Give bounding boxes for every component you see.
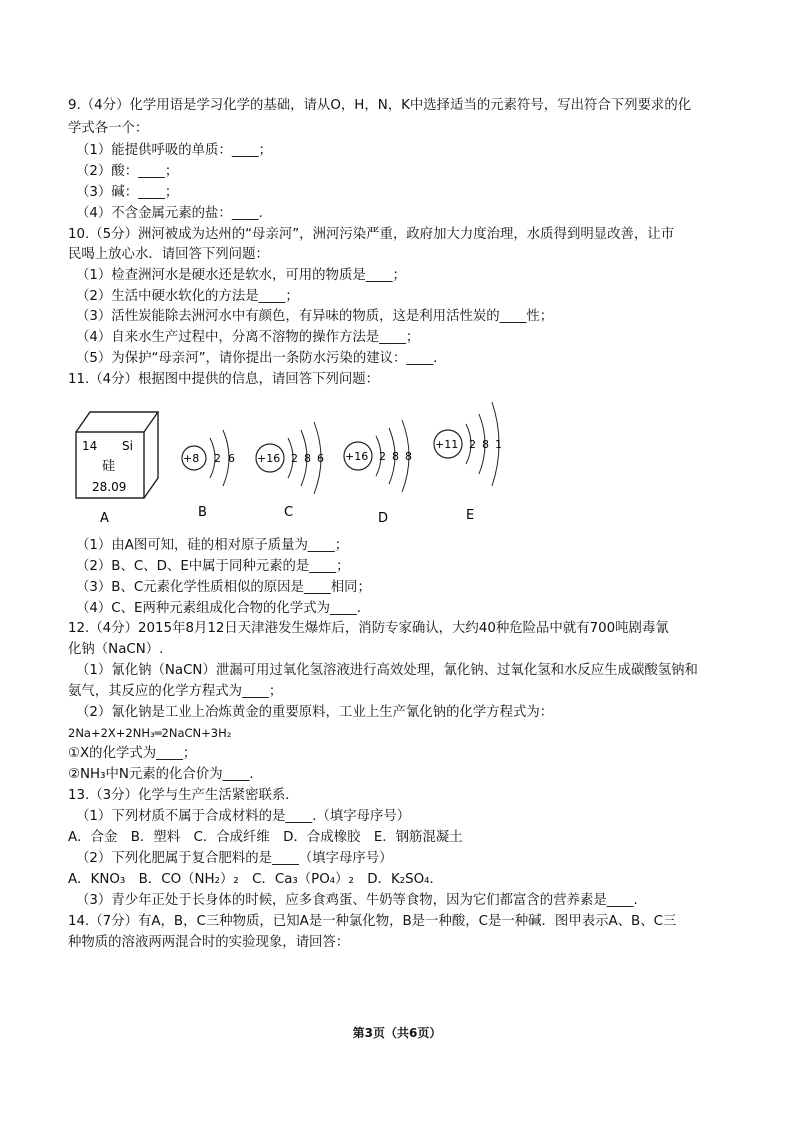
q12-item-1-cont: 氨气，其反应的化学方程式为____； xyxy=(68,684,283,699)
atomic-number: 14 xyxy=(82,439,98,453)
shell-c-2: 8 xyxy=(304,452,311,465)
q10-item-4: （4）自来水生产过程中，分离不溶物的操作方法是____； xyxy=(76,330,420,345)
shell-e-3: 1 xyxy=(495,438,502,451)
atomic-mass: 28.09 xyxy=(92,480,127,494)
nucleus-d: +16 xyxy=(345,450,369,463)
q10-item-1: （1）检查洲河水是硬水还是软水，可用的物质是____； xyxy=(76,268,406,283)
q10-item-3: （3）活性炭能除去洲河水中有颜色，有异味的物质，这是利用活性炭的____性； xyxy=(76,309,554,324)
q11-line-1: 11.（4分）根据图中提供的信息，请回答下列问题： xyxy=(68,372,380,387)
atom-diagram-e xyxy=(434,402,502,523)
label-d: D xyxy=(378,511,389,526)
q13-options-2: A．KNO₃ B．CO（NH₂）₂ C．Ca₃（PO₄）₂ D．K₂SO₄． xyxy=(68,872,443,887)
label-e: E xyxy=(466,508,475,523)
q13-item-2: （2）下列化肥属于复合肥料的是____（填字母序号） xyxy=(76,851,393,866)
shell-d-2: 8 xyxy=(392,450,399,463)
q11-item-1: （1）由A图可知，硅的相对原子质量为____； xyxy=(76,538,349,553)
shell-c-1: 2 xyxy=(291,452,298,465)
page-footer: 第3页（共6页） xyxy=(352,1026,442,1040)
shell-e-2: 8 xyxy=(482,438,489,451)
q9-line-1: 9.（4分）化学用语是学习化学的基础，请从O，H，N，K中选择适当的元素符号，写出符合下列要求的化 xyxy=(68,98,692,113)
q10-item-5: （5）为保护“母亲河”，请你提出一条防水污染的建议：____. xyxy=(76,351,438,366)
q12-line-1: 12.（4分）2015年8月12日天津港发生爆炸后，消防专家确认，大约40种危险品中就有700吨剧毒氰 xyxy=(68,621,669,636)
shell-c-3: 6 xyxy=(317,452,324,465)
nucleus-c: +16 xyxy=(257,452,281,465)
label-a: A xyxy=(100,511,109,526)
atom-diagram-b xyxy=(182,430,235,520)
q12-sub-1: ①X的化学式为____； xyxy=(68,746,197,761)
q10-item-2: （2）生活中硬水软化的方法是____； xyxy=(76,289,299,304)
q12-item-2: （2）氰化钠是工业上冶炼黄金的重要原料，工业上生产氰化钠的化学方程式为： xyxy=(76,705,554,720)
q12-equation: 2Na+2X+2NH₃═2NaCN+3H₂ xyxy=(68,726,232,740)
shell-d-3: 8 xyxy=(405,450,412,463)
q11-item-3: （3）B、C元素化学性质相似的原因是____相同； xyxy=(76,580,371,595)
element-symbol: Si xyxy=(122,439,133,453)
q13-options-1: A．合金 B．塑料 C．合成纤维 D．合成橡胶 E．钢筋混凝土 xyxy=(68,830,463,845)
q11-item-2: （2）B、C、D、E中属于同种元素的是____； xyxy=(76,559,350,574)
q9-line-2: 学式各一个： xyxy=(68,121,149,136)
nucleus-e: +11 xyxy=(435,438,459,451)
q12-line-2: 化钠（NaCN）. xyxy=(68,642,164,657)
label-c: C xyxy=(284,505,294,520)
element-name: 硅 xyxy=(102,459,116,474)
atom-structure-figure xyxy=(68,398,528,528)
q9-item-3: （3）碱：____； xyxy=(76,185,179,200)
nucleus-b: +8 xyxy=(183,452,200,465)
q14-line-2: 种物质的溶液两两混合时的实验现象，请回答： xyxy=(68,935,350,950)
q13-item-3: （3）青少年正处于长身体的时候，应多食鸡蛋、牛奶等食物，因为它们都富含的营养素是____. xyxy=(76,893,638,908)
q13-line-1: 13.（3分）化学与生产生活紧密联系． xyxy=(68,788,299,803)
q11-item-4: （4）C、E两种元素组成化合物的化学式为____. xyxy=(76,601,362,616)
shell-b-1: 2 xyxy=(214,452,221,465)
shell-b-2: 6 xyxy=(228,452,235,465)
q12-item-1: （1）氰化钠（NaCN）泄漏可用过氧化氢溶液进行高效处理，氰化钠、过氧化氢和水反应生成碳酸氢钠和 xyxy=(76,663,698,678)
atom-diagram-c xyxy=(256,422,324,520)
q10-line-2: 民喝上放心水．请回答下列问题： xyxy=(68,247,269,262)
shell-d-1: 2 xyxy=(379,450,386,463)
q10-line-1: 10.（5分）洲河被成为达州的“母亲河”，洲河污染严重，政府加大力度治理，水质得到明显改善，让市 xyxy=(68,227,675,242)
label-b: B xyxy=(198,505,207,520)
q13-item-1: （1）下列材质不属于合成材料的是____.（填字母序号） xyxy=(76,809,411,824)
shell-e-1: 2 xyxy=(469,438,476,451)
q9-item-4: （4）不含金属元素的盐：____. xyxy=(76,206,263,221)
q14-line-1: 14.（7分）有A，B，C三种物质，已知A是一种氯化物，B是一种酸，C是一种碱．图甲表示A、B、C三 xyxy=(68,914,677,929)
q12-sub-2: ②NH₃中N元素的化合价为____. xyxy=(68,767,254,782)
q9-item-1: （1）能提供呼吸的单质：____； xyxy=(76,143,272,158)
atom-diagram-d xyxy=(344,420,412,526)
q9-item-2: （2）酸：____； xyxy=(76,164,179,179)
